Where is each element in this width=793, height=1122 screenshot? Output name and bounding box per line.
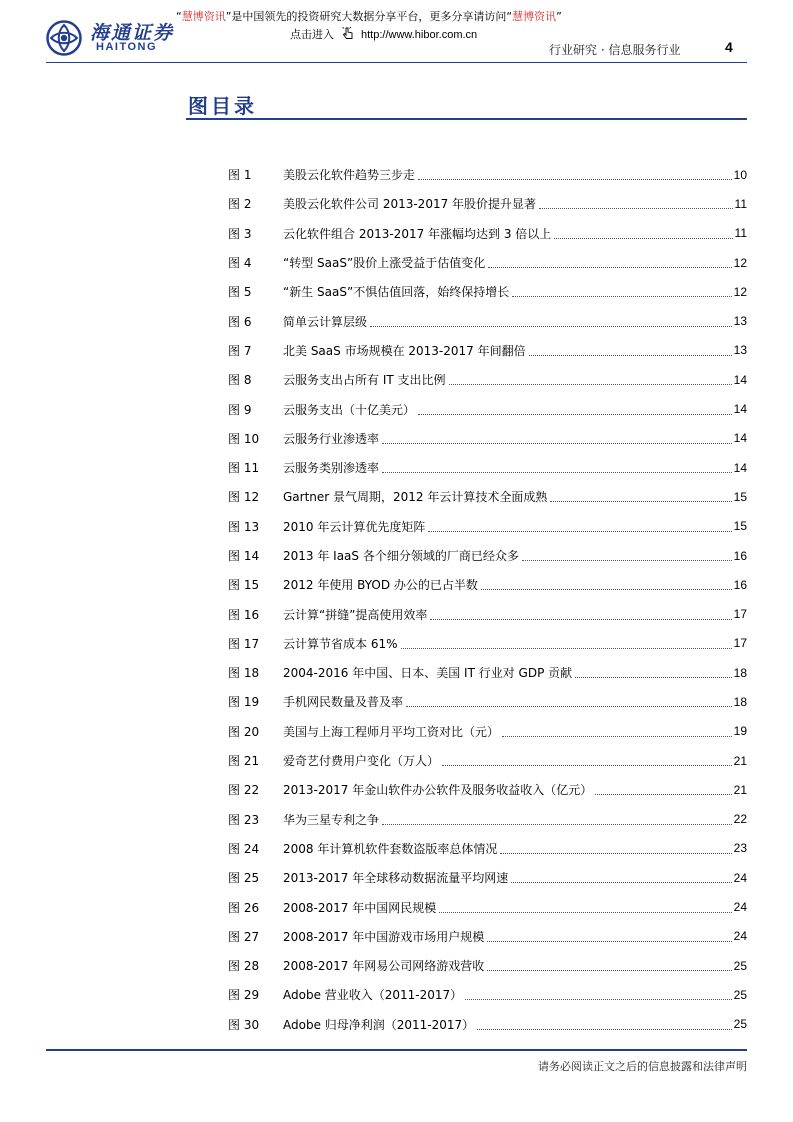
toc-figure-label: 图 29 bbox=[228, 988, 260, 1003]
toc-figure-label: 图 30 bbox=[228, 1017, 260, 1032]
toc-page-number: 14 bbox=[733, 460, 747, 475]
toc-dot-leader bbox=[428, 531, 731, 532]
toc-dot-leader bbox=[575, 677, 732, 678]
toc-dot-leader bbox=[382, 472, 732, 473]
pointer-hand-icon bbox=[341, 26, 355, 40]
toc-page-number: 17 bbox=[733, 636, 747, 651]
toc-page-number: 12 bbox=[733, 255, 747, 270]
toc-entry[interactable] bbox=[228, 394, 747, 423]
promo-middle-text: ”是中国领先的投资研究大数据分享平台，更多分享请访问“ bbox=[225, 10, 513, 23]
toc-page-number: 18 bbox=[733, 665, 747, 680]
toc-dot-leader bbox=[477, 1029, 731, 1030]
promo-brand-link[interactable]: 慧博资讯 bbox=[181, 10, 226, 23]
toc-entry[interactable] bbox=[228, 775, 747, 804]
promo-open-quote: “ bbox=[176, 10, 182, 23]
toc-figure-title: 2008-2017 年中国网民规模 bbox=[283, 900, 437, 915]
toc-figure-title: “新生 SaaS”不惧估值回落，始终保持增长 bbox=[283, 285, 510, 300]
toc-figure-label: 图 15 bbox=[228, 578, 260, 593]
toc-dot-leader bbox=[382, 824, 732, 825]
toc-page-number: 13 bbox=[733, 314, 747, 329]
toc-figure-title: 云服务类别渗透率 bbox=[283, 461, 380, 476]
toc-page-number: 11 bbox=[734, 196, 747, 211]
toc-figure-label: 图 21 bbox=[228, 754, 260, 769]
toc-figure-label: 图 1 bbox=[228, 168, 252, 183]
toc-figure-label: 图 13 bbox=[228, 519, 260, 534]
toc-page-number: 18 bbox=[733, 694, 747, 709]
toc-entry[interactable] bbox=[228, 746, 747, 775]
toc-page-number: 24 bbox=[733, 929, 747, 944]
toc-entry[interactable] bbox=[228, 599, 747, 628]
header-divider bbox=[46, 62, 747, 63]
toc-figure-title: 2004-2016 年中国、日本、美国 IT 行业对 GDP 贡献 bbox=[283, 666, 573, 681]
toc-figure-title: 手机网民数量及普及率 bbox=[283, 695, 404, 710]
toc-entry[interactable] bbox=[228, 951, 747, 980]
toc-dot-leader bbox=[522, 560, 732, 561]
toc-figure-label: 图 10 bbox=[228, 431, 260, 446]
toc-figure-title: 2012 年使用 BYOD 办公的已占半数 bbox=[283, 578, 478, 593]
toc-entry[interactable] bbox=[228, 863, 747, 892]
figure-toc-list bbox=[228, 160, 747, 1039]
toc-dot-leader bbox=[401, 648, 732, 649]
toc-figure-label: 图 18 bbox=[228, 666, 260, 681]
toc-figure-label: 图 28 bbox=[228, 959, 260, 974]
toc-figure-label: 图 7 bbox=[228, 343, 252, 358]
toc-page-number: 21 bbox=[733, 782, 747, 797]
toc-page-number: 23 bbox=[733, 841, 747, 856]
toc-figure-title: 2008 年计算机软件套数盗版率总体情况 bbox=[283, 841, 498, 856]
toc-page-number: 19 bbox=[733, 724, 747, 739]
toc-entry[interactable] bbox=[228, 717, 747, 746]
toc-figure-title: 云计算“拼缝”提高使用效率 bbox=[283, 607, 428, 622]
toc-page-number: 25 bbox=[733, 987, 747, 1002]
toc-figure-title: 美国与上海工程师月平均工资对比（元） bbox=[283, 724, 500, 739]
toc-page-number: 25 bbox=[733, 1017, 747, 1032]
toc-entry[interactable] bbox=[228, 687, 747, 716]
toc-figure-title: 爱奇艺付费用户变化（万人） bbox=[283, 754, 440, 769]
toc-figure-label: 图 26 bbox=[228, 900, 260, 915]
toc-figure-title: Adobe 归母净利润（2011-2017） bbox=[283, 1017, 475, 1032]
toc-page-number: 25 bbox=[733, 958, 747, 973]
toc-entry[interactable] bbox=[228, 424, 747, 453]
logo-chinese-name: 海通证券 bbox=[90, 22, 175, 44]
toc-dot-leader bbox=[418, 179, 732, 180]
toc-dot-leader bbox=[550, 501, 731, 502]
toc-page-number: 17 bbox=[733, 607, 747, 622]
toc-dot-leader bbox=[382, 443, 732, 444]
toc-entry[interactable] bbox=[228, 629, 747, 658]
toc-figure-title: 云服务支出占所有 IT 支出比例 bbox=[283, 373, 446, 388]
toc-entry[interactable] bbox=[228, 892, 747, 921]
toc-page-number: 21 bbox=[733, 753, 747, 768]
toc-dot-leader bbox=[449, 384, 732, 385]
toc-entry[interactable] bbox=[228, 277, 747, 306]
toc-page-number: 24 bbox=[733, 870, 747, 885]
toc-page-number: 14 bbox=[733, 431, 747, 446]
toc-figure-title: 华为三星专利之争 bbox=[283, 812, 380, 827]
promo-close-quote: ” bbox=[556, 10, 562, 23]
title-divider bbox=[186, 118, 747, 120]
haitong-logo-icon bbox=[46, 20, 82, 56]
toc-entry[interactable] bbox=[228, 658, 747, 687]
toc-figure-title: 简单云计算层级 bbox=[283, 314, 368, 329]
toc-page-number: 22 bbox=[733, 812, 747, 827]
toc-figure-title: Gartner 景气周期，2012 年云计算技术全面成熟 bbox=[283, 490, 548, 505]
toc-dot-leader bbox=[430, 619, 731, 620]
toc-dot-leader bbox=[539, 208, 732, 209]
toc-entry[interactable] bbox=[228, 805, 747, 834]
toc-entry[interactable] bbox=[228, 1010, 747, 1039]
toc-entry[interactable] bbox=[228, 453, 747, 482]
toc-figure-title: 云计算节省成本 61% bbox=[283, 636, 398, 651]
report-section-label: 行业研究 · 信息服务行业 bbox=[549, 43, 681, 57]
toc-page-number: 14 bbox=[733, 402, 747, 417]
toc-dot-leader bbox=[439, 912, 731, 913]
toc-entry[interactable] bbox=[228, 834, 747, 863]
toc-entry[interactable] bbox=[228, 189, 747, 218]
toc-figure-title: 美股云化软件趋势三步走 bbox=[283, 168, 416, 183]
toc-page-number: 10 bbox=[733, 167, 747, 182]
toc-dot-leader bbox=[512, 296, 731, 297]
hibor-url-link[interactable]: http://www.hibor.com.cn bbox=[361, 29, 478, 41]
toc-dot-leader bbox=[370, 326, 732, 327]
toc-dot-leader bbox=[481, 589, 732, 590]
toc-figure-label: 图 8 bbox=[228, 373, 252, 388]
toc-page-number: 16 bbox=[733, 548, 747, 563]
promo-link-line bbox=[290, 26, 477, 42]
toc-entry[interactable] bbox=[228, 248, 747, 277]
toc-figure-title: 北美 SaaS 市场规模在 2013-2017 年间翻倍 bbox=[283, 343, 526, 358]
toc-figure-label: 图 2 bbox=[228, 197, 252, 212]
toc-entry[interactable] bbox=[228, 365, 747, 394]
toc-figure-label: 图 16 bbox=[228, 607, 260, 622]
promo-brand-link-2[interactable]: 慧博资讯 bbox=[512, 10, 557, 23]
toc-entry[interactable] bbox=[228, 306, 747, 335]
toc-page-number: 24 bbox=[733, 900, 747, 915]
toc-figure-label: 图 19 bbox=[228, 695, 260, 710]
toc-entry[interactable] bbox=[228, 482, 747, 511]
toc-figure-label: 图 12 bbox=[228, 490, 260, 505]
click-enter-label: 点击进入 bbox=[290, 28, 334, 41]
toc-figure-title: 美股云化软件公司 2013-2017 年股价提升显著 bbox=[283, 197, 537, 212]
toc-entry[interactable] bbox=[228, 980, 747, 1009]
toc-dot-leader bbox=[487, 941, 731, 942]
page-number: 4 bbox=[725, 39, 733, 55]
toc-figure-title: 2008-2017 年中国游戏市场用户规模 bbox=[283, 929, 485, 944]
toc-figure-title: “转型 SaaS”股价上涨受益于估值变化 bbox=[283, 256, 486, 271]
toc-figure-label: 图 20 bbox=[228, 724, 260, 739]
toc-figure-label: 图 23 bbox=[228, 812, 260, 827]
toc-entry[interactable] bbox=[228, 160, 747, 189]
footer-divider bbox=[46, 1049, 747, 1051]
toc-entry[interactable] bbox=[228, 570, 747, 599]
toc-figure-label: 图 5 bbox=[228, 285, 252, 300]
toc-figure-title: 云化软件组合 2013-2017 年涨幅均达到 3 倍以上 bbox=[283, 226, 552, 241]
toc-figure-title: 2013-2017 年全球移动数据流量平均网速 bbox=[283, 871, 509, 886]
toc-dot-leader bbox=[406, 706, 732, 707]
toc-figure-label: 图 25 bbox=[228, 871, 260, 886]
toc-dot-leader bbox=[487, 970, 731, 971]
toc-figure-label: 图 14 bbox=[228, 549, 260, 563]
toc-dot-leader bbox=[554, 238, 732, 239]
toc-figure-label: 图 27 bbox=[228, 929, 260, 944]
toc-entry[interactable] bbox=[228, 541, 747, 570]
toc-page-number: 15 bbox=[733, 489, 747, 504]
toc-figure-title: Adobe 营业收入（2011-2017） bbox=[283, 988, 463, 1003]
toc-figure-label: 图 17 bbox=[228, 636, 260, 651]
toc-dot-leader bbox=[529, 355, 732, 356]
toc-page-number: 12 bbox=[733, 284, 747, 299]
toc-figure-label: 图 24 bbox=[228, 841, 260, 856]
toc-entry[interactable] bbox=[228, 512, 747, 541]
toc-figure-title: 云服务行业渗透率 bbox=[283, 431, 380, 446]
toc-figure-label: 图 22 bbox=[228, 783, 260, 798]
toc-dot-leader bbox=[488, 267, 731, 268]
toc-dot-leader bbox=[465, 999, 731, 1000]
toc-figure-label: 图 4 bbox=[228, 256, 252, 271]
toc-dot-leader bbox=[500, 853, 731, 854]
toc-figure-title: 2010 年云计算优先度矩阵 bbox=[283, 519, 426, 534]
toc-figure-label: 图 9 bbox=[228, 402, 252, 417]
toc-entry[interactable] bbox=[228, 922, 747, 951]
footer-disclaimer: 请务必阅读正文之后的信息披露和法律声明 bbox=[538, 1060, 747, 1073]
toc-page-number: 14 bbox=[733, 372, 747, 387]
toc-dot-leader bbox=[595, 794, 731, 795]
toc-page-number: 13 bbox=[733, 343, 747, 358]
toc-dot-leader bbox=[511, 882, 731, 883]
toc-entry[interactable] bbox=[228, 219, 747, 248]
toc-dot-leader bbox=[502, 736, 732, 737]
toc-figure-title: 云服务支出（十亿美元） bbox=[283, 402, 416, 417]
logo-english-name: HAITONG bbox=[96, 41, 158, 53]
toc-figure-title: 2013-2017 年金山软件办公软件及服务收益收入（亿元） bbox=[283, 783, 593, 798]
toc-page-number: 15 bbox=[733, 519, 747, 534]
toc-dot-leader bbox=[442, 765, 732, 766]
toc-figure-title: 2008-2017 年网易公司网络游戏营收 bbox=[283, 959, 485, 974]
toc-figure-title: 2013 年 IaaS 各个细分领域的厂商已经众多 bbox=[283, 549, 519, 563]
toc-page-number: 11 bbox=[734, 226, 747, 241]
toc-page-number: 16 bbox=[733, 577, 747, 592]
toc-figure-label: 图 3 bbox=[228, 226, 252, 241]
promo-banner-text bbox=[176, 8, 562, 24]
page-title: 图目录 bbox=[188, 94, 257, 118]
toc-entry[interactable] bbox=[228, 336, 747, 365]
toc-figure-label: 图 6 bbox=[228, 314, 252, 329]
toc-dot-leader bbox=[418, 414, 732, 415]
toc-figure-label: 图 11 bbox=[228, 461, 260, 476]
